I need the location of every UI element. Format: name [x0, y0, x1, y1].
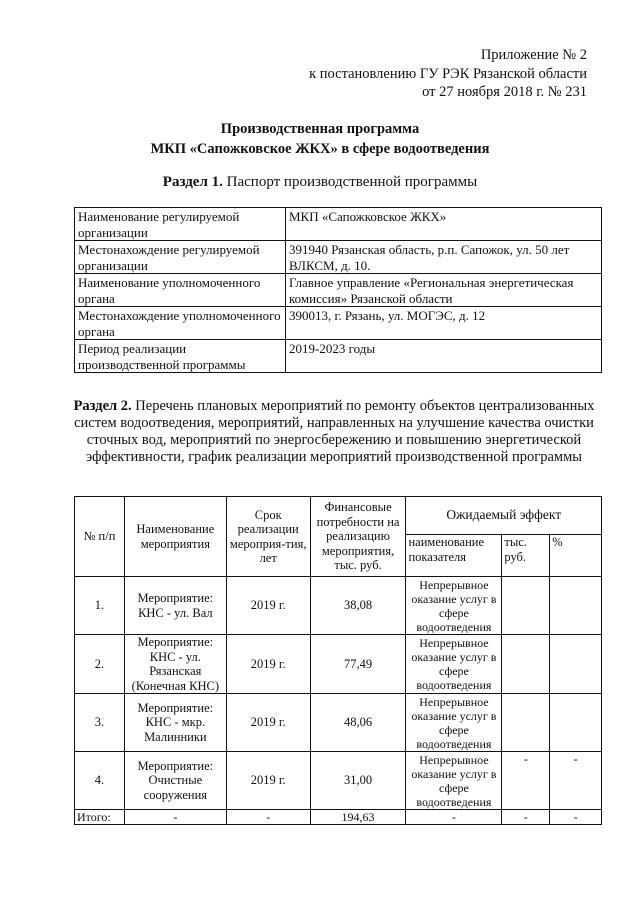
row-name: Мероприятие: КНС - ул. Рязанская (Конечная КНС) [124, 635, 226, 694]
row-num: 2. [75, 635, 125, 694]
row-indicator: Непрерывное оказание услуг в сфере водоотведения [406, 577, 502, 635]
section2-label: Раздел 2. [73, 398, 132, 414]
row-finance: 31,00 [310, 752, 406, 810]
total-percent: - [550, 810, 602, 825]
header-finance: Финансовые потребности на реализацию мероприятия, тыс. руб. [310, 497, 406, 577]
table-row [75, 340, 602, 373]
total-term: - [226, 810, 310, 825]
row-percent [550, 694, 602, 752]
header-term: Срок реализации мероприя-тия, лет [226, 497, 310, 577]
section1-text: Паспорт производственной программы [222, 174, 478, 190]
title-line-1: Производственная программа [220, 121, 420, 137]
section1-heading [0, 172, 640, 192]
row-percent [550, 577, 602, 635]
row-num: 3. [75, 694, 125, 752]
row-thousand: - [502, 752, 550, 810]
document-title [0, 119, 640, 159]
row-thousand [502, 694, 550, 752]
header-name: Наименование мероприятия [124, 497, 226, 577]
title-line-2: МКП «Сапожковское ЖКХ» в сфере водоотведения [150, 141, 490, 157]
row-finance: 77,49 [310, 635, 406, 694]
row-finance: 48,06 [310, 694, 406, 752]
row-percent: - [550, 752, 602, 810]
passport-field-value: 390013, г. Рязань, ул. МОГЭС, д. 12 [286, 307, 602, 340]
header-indicator: наименование показателя [406, 535, 502, 577]
table-row [75, 274, 602, 307]
passport-field-name: Местонахождение уполномоченного органа [75, 307, 286, 340]
table-row [75, 307, 602, 340]
total-thousand: - [502, 810, 550, 825]
header-percent: % [550, 535, 602, 577]
row-term: 2019 г. [226, 694, 310, 752]
row-term: 2019 г. [226, 577, 310, 635]
table-row [75, 208, 602, 241]
header-effect: Ожидаемый эффект [406, 497, 602, 535]
passport-field-value: 391940 Рязанская область, р.п. Сапожок, ул. 50 лет ВЛКСМ, д. 10. [286, 241, 602, 274]
row-name: Мероприятие: КНС - ул. Вал [124, 577, 226, 635]
events-table [74, 496, 602, 825]
row-percent [550, 635, 602, 694]
passport-field-name: Период реализации производственной программы [75, 340, 286, 373]
section2-heading [60, 398, 608, 466]
appendix-number: Приложение № 2 [480, 47, 587, 63]
row-num: 4. [75, 752, 125, 810]
row-name: Мероприятие: КНС - мкр. Малинники [124, 694, 226, 752]
table-row [75, 241, 602, 274]
total-label: Итого: [75, 810, 125, 825]
appendix-date: от 27 ноября 2018 г. № 231 [422, 84, 587, 100]
passport-field-name: Наименование регулируемой организации [75, 208, 286, 241]
passport-table [74, 207, 602, 373]
row-num: 1. [75, 577, 125, 635]
table-row [75, 694, 602, 752]
table-row [75, 635, 602, 694]
passport-field-value: 2019-2023 годы [286, 340, 602, 373]
total-row [75, 810, 602, 825]
passport-field-name: Местонахождение регулируемой организации [75, 241, 286, 274]
row-thousand [502, 577, 550, 635]
row-indicator: Непрерывное оказание услуг в сфере водоотведения [406, 635, 502, 694]
total-name: - [124, 810, 226, 825]
row-thousand [502, 635, 550, 694]
table-row [75, 577, 602, 635]
total-finance: 194,63 [310, 810, 406, 825]
passport-field-value: МКП «Сапожковское ЖКХ» [286, 208, 602, 241]
appendix-resolution: к постановлению ГУ РЭК Рязанской области [309, 65, 587, 82]
row-indicator: Непрерывное оказание услуг в сфере водоотведения [406, 694, 502, 752]
passport-field-value: Главное управление «Региональная энергетическая комиссия» Рязанской области [286, 274, 602, 307]
section2-text: Перечень плановых мероприятий по ремонту объектов централизованных систем водоотведения, мероприятий, направленных на улучшение качества очистки сточных вод, мероприятий по энергосбережению и повышению энергетической эффективности, график реализации мероприятий производственной программы [74, 398, 595, 465]
section1-label: Раздел 1. [162, 174, 223, 190]
total-indicator: - [406, 810, 502, 825]
header-thousand: тыс. руб. [502, 535, 550, 577]
passport-field-name: Наименование уполномоченного органа [75, 274, 286, 307]
row-name: Мероприятие: Очистные сооружения [124, 752, 226, 810]
header-num: № п/п [75, 497, 125, 577]
table-row [75, 752, 602, 810]
table-header-row [75, 497, 602, 535]
row-term: 2019 г. [226, 752, 310, 810]
row-term: 2019 г. [226, 635, 310, 694]
row-finance: 38,08 [310, 577, 406, 635]
row-indicator: Непрерывное оказание услуг в сфере водоотведения [406, 752, 502, 810]
appendix-header [309, 46, 587, 102]
